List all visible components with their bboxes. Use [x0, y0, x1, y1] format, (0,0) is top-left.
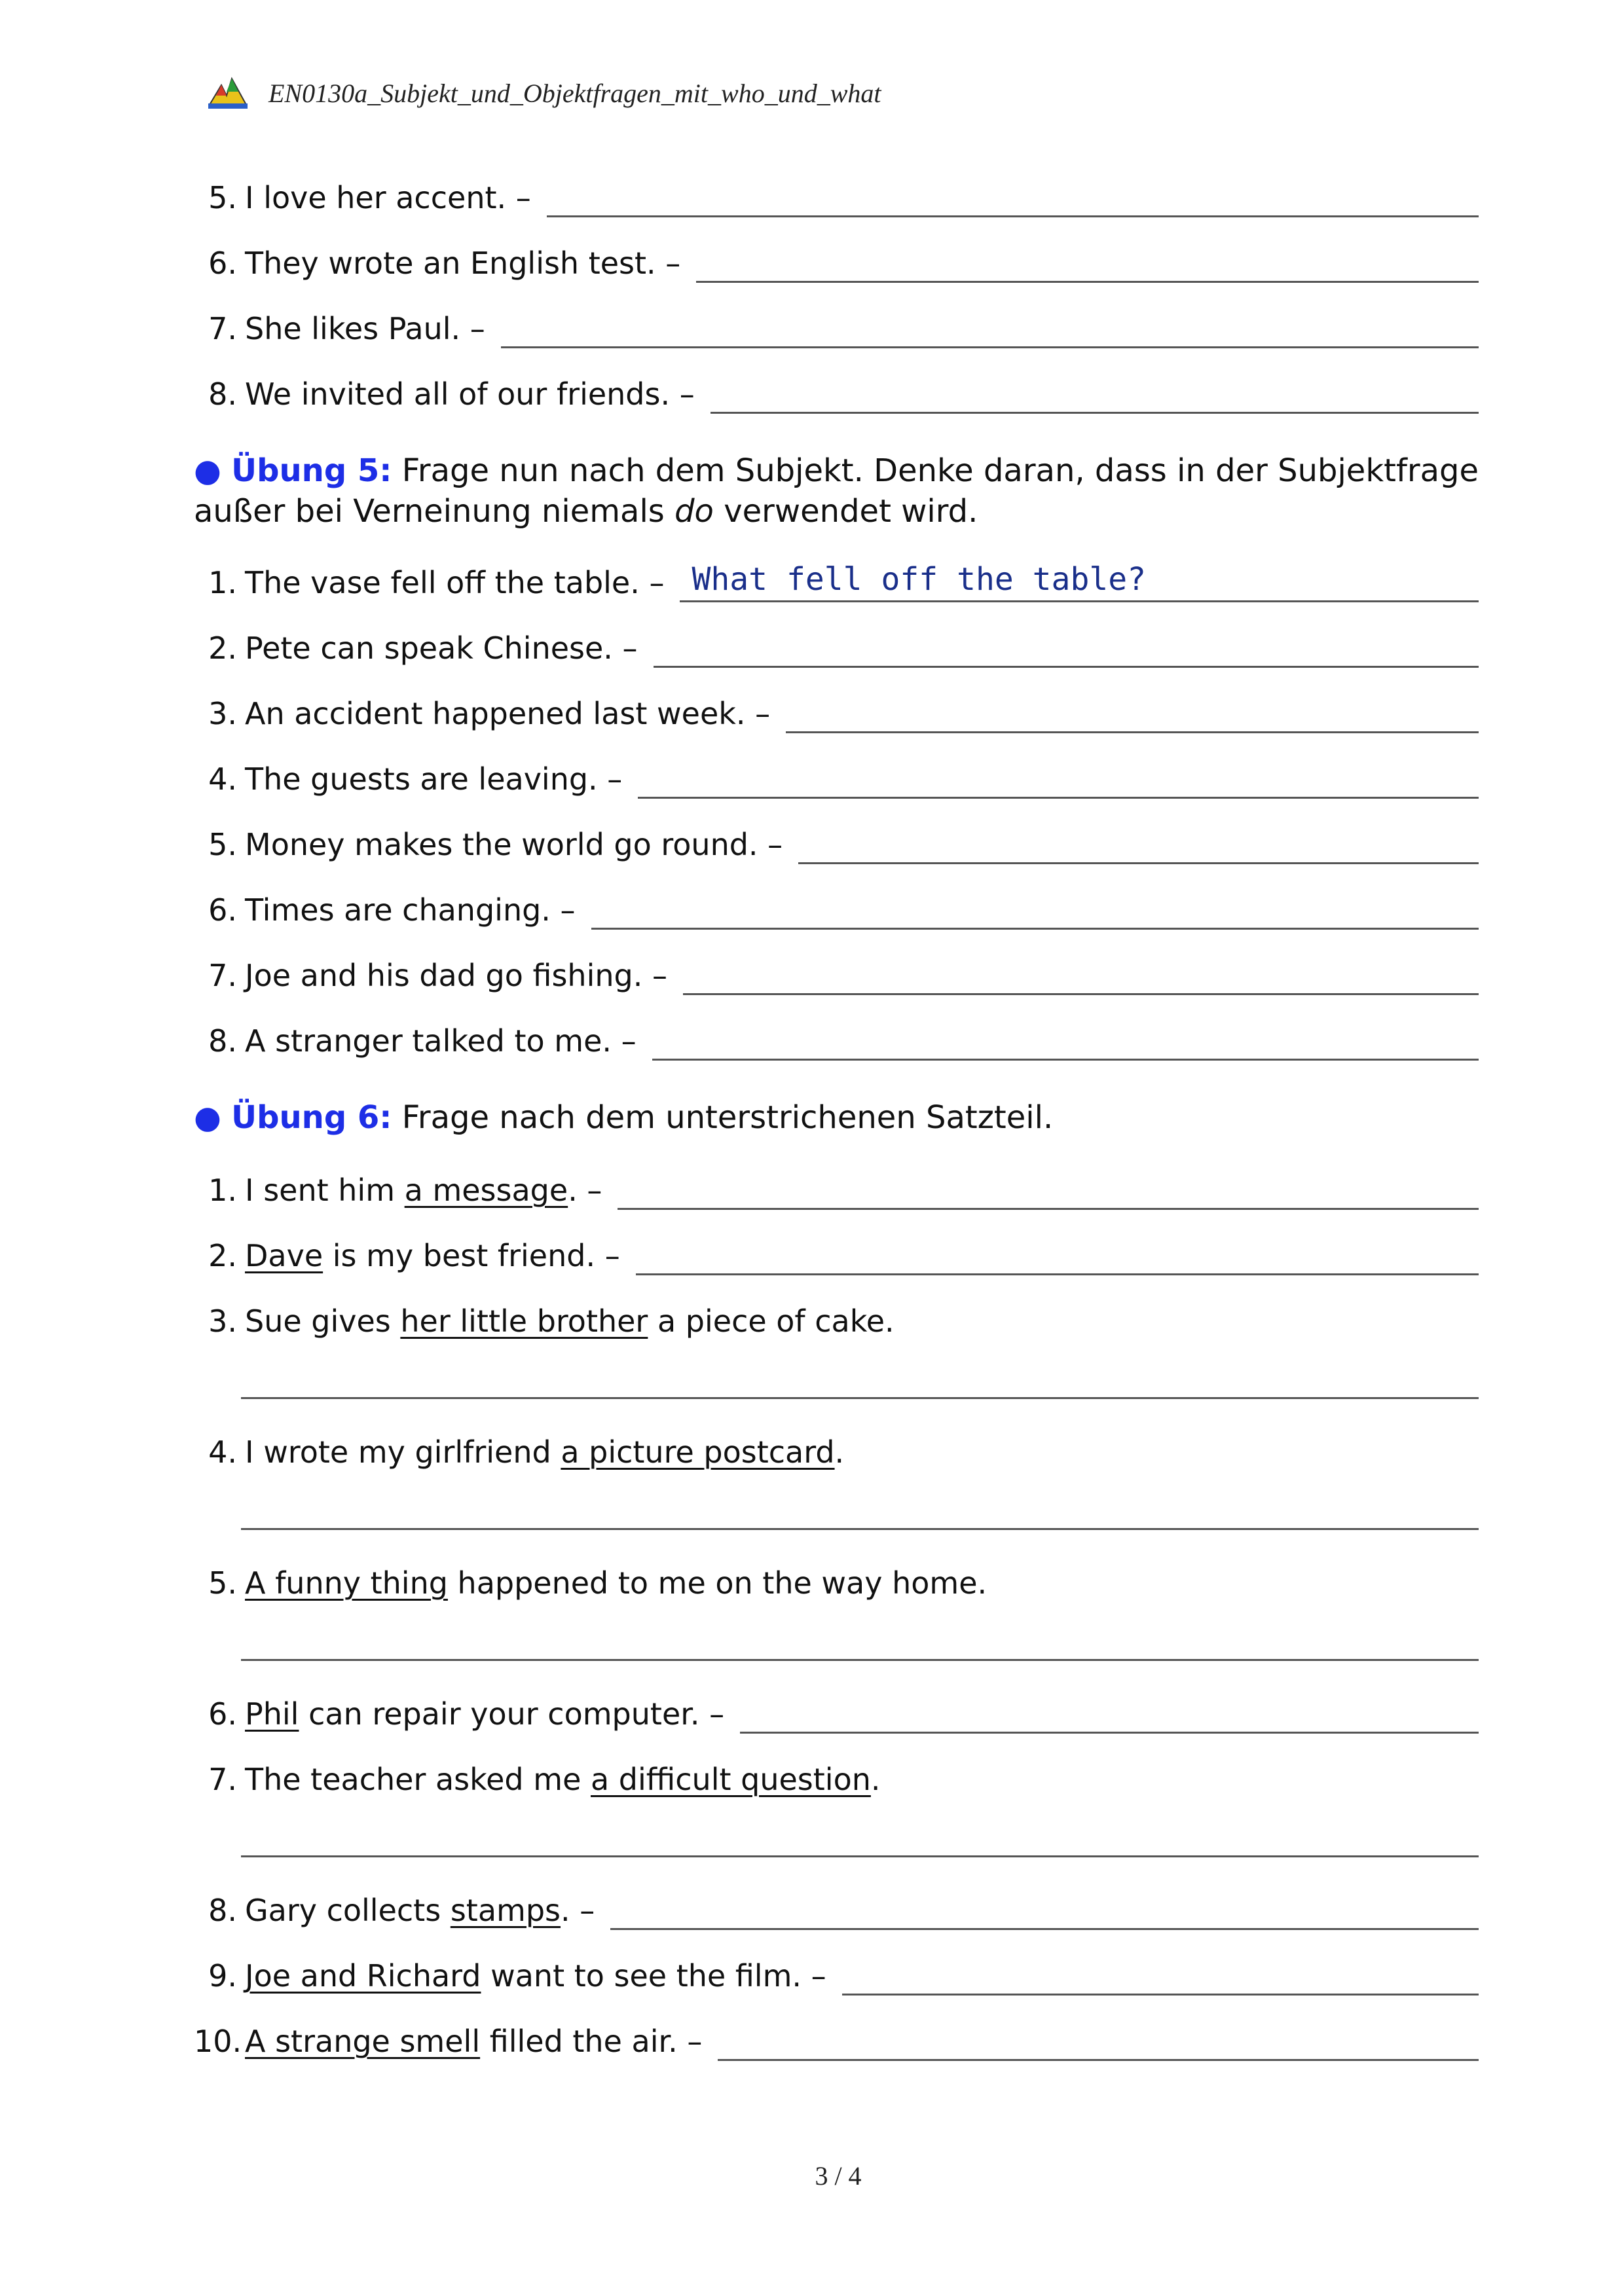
exercise-5-instruction [194, 450, 1479, 532]
list-item [194, 302, 1479, 348]
item-number: 4. [208, 761, 237, 797]
item-number: 7. [208, 1762, 237, 1797]
underlined-phrase: A funny thing [245, 1565, 448, 1601]
answer-line[interactable] [718, 2022, 1479, 2061]
list-item [194, 556, 1479, 602]
document-title: EN0130a_Subjekt_und_Objektfragen_mit_who_und_what [268, 78, 881, 108]
list-item [194, 949, 1479, 995]
item-text: A strange smell filled the air. – [245, 2024, 703, 2059]
item-number: 1. [208, 1173, 237, 1208]
answer-line[interactable] [680, 561, 1479, 602]
answer-line[interactable] [618, 1171, 1479, 1210]
list-item [194, 1688, 1479, 1734]
exercise-label: Übung 6: [231, 1099, 392, 1136]
answer-line[interactable] [710, 375, 1479, 414]
answer-line[interactable] [610, 1891, 1479, 1930]
item-number: 7. [208, 958, 237, 993]
list-item [194, 2015, 1479, 2061]
list-item [194, 753, 1479, 799]
item-number: 5. [208, 1565, 237, 1601]
bullet-icon: ● [194, 452, 221, 489]
item-text: We invited all of our friends. – [245, 376, 695, 412]
item-text: Dave is my best friend. – [245, 1238, 620, 1273]
item-text: Sue gives her little brother a piece of cake. [245, 1303, 895, 1339]
underlined-phrase: a picture postcard [561, 1434, 835, 1470]
list-item [194, 1164, 1479, 1210]
instruction-emphasis: do [674, 493, 714, 530]
item-text: An accident happened last week. – [245, 696, 771, 731]
exercise-6-instruction [194, 1097, 1479, 1138]
item-number: 5. [208, 827, 237, 862]
item-number: 6. [208, 1696, 237, 1732]
item-text: Pete can speak Chinese. – [245, 630, 638, 666]
underlined-phrase: Dave [245, 1238, 323, 1273]
answer-line[interactable] [591, 891, 1479, 930]
item-text: A funny thing happened to me on the way home. [245, 1565, 987, 1601]
answer-line[interactable] [740, 1695, 1479, 1734]
answer-line[interactable] [636, 1237, 1479, 1275]
item-number: 8. [208, 376, 237, 412]
list-item [194, 1884, 1479, 1930]
answer-line[interactable] [842, 1957, 1479, 1995]
answer-line[interactable] [798, 826, 1479, 864]
item-text: The teacher asked me a difficult question. [245, 1762, 881, 1797]
item-number: 5. [208, 180, 237, 215]
item-number: 7. [208, 311, 237, 346]
item-text: She likes Paul. – [245, 311, 485, 346]
answer-line[interactable] [241, 1528, 1479, 1530]
bullet-icon: ● [194, 1099, 221, 1136]
answer-line[interactable] [683, 957, 1479, 995]
item-text: Joe and his dad go fishing. – [245, 958, 667, 993]
list-item [194, 1753, 1479, 1799]
item-number: 6. [208, 246, 237, 281]
answer-line[interactable] [241, 1659, 1479, 1661]
answer-line[interactable] [786, 695, 1479, 733]
item-number: 8. [208, 1023, 237, 1059]
answer-line[interactable] [638, 760, 1479, 799]
instruction-text-end: verwendet wird. [724, 493, 978, 530]
item-number: 6. [208, 892, 237, 928]
item-number: 3. [208, 696, 237, 731]
list-item [194, 622, 1479, 668]
list-item [194, 1230, 1479, 1275]
item-number: 9. [208, 1958, 237, 1994]
list-item [194, 1015, 1479, 1061]
item-text: I wrote my girlfriend a picture postcard. [245, 1434, 845, 1470]
exercise-label: Übung 5: [231, 452, 392, 489]
answer-line[interactable] [547, 179, 1479, 217]
item-number: 8. [208, 1893, 237, 1928]
answer-line[interactable] [241, 1397, 1479, 1399]
item-text: I love her accent. – [245, 180, 531, 215]
underlined-phrase: her little brother [400, 1303, 648, 1339]
item-text: Joe and Richard want to see the film. – [245, 1958, 826, 1994]
list-item [194, 1557, 1479, 1603]
item-text: Times are changing. – [245, 892, 576, 928]
handwritten-answer: What fell off the table? [692, 561, 1147, 598]
item-text: The guests are leaving. – [245, 761, 623, 797]
underlined-phrase: stamps [450, 1893, 561, 1928]
list-item [194, 1426, 1479, 1472]
answer-line[interactable] [241, 1855, 1479, 1857]
item-number: 4. [208, 1434, 237, 1470]
item-number: 1. [208, 565, 237, 600]
item-number: 3. [208, 1303, 237, 1339]
instruction-text: Frage nun nach dem Subjekt. Denke daran, dass in der Subjektfrage außer bei Verneinung niemals [194, 452, 1479, 530]
underlined-phrase: Joe and Richard [245, 1958, 481, 1994]
underlined-phrase: a message [404, 1173, 568, 1208]
item-text: They wrote an English test. – [245, 246, 681, 281]
item-number: 10. [194, 2024, 242, 2059]
underlined-phrase: A strange smell [245, 2024, 481, 2059]
answer-line[interactable] [696, 244, 1479, 283]
instruction-text: Frage nach dem unterstrichenen Satzteil. [401, 1099, 1054, 1136]
underlined-phrase: Phil [245, 1696, 299, 1732]
item-text: The vase fell off the table. – [245, 565, 665, 600]
list-item [194, 172, 1479, 217]
list-item [194, 237, 1479, 283]
list-item [194, 818, 1479, 864]
list-item [194, 687, 1479, 733]
answer-line[interactable] [501, 310, 1479, 348]
list-item [194, 368, 1479, 414]
list-item [194, 1295, 1479, 1341]
item-text: Gary collects stamps. – [245, 1893, 595, 1928]
answer-line[interactable] [654, 629, 1479, 668]
underlined-phrase: a difficult question [591, 1762, 871, 1797]
list-item [194, 1950, 1479, 1995]
item-text: Money makes the world go round. – [245, 827, 783, 862]
answer-line[interactable] [652, 1022, 1479, 1061]
item-text: Phil can repair your computer. – [245, 1696, 725, 1732]
item-text: I sent him a message. – [245, 1173, 602, 1208]
item-text: A stranger talked to me. – [245, 1023, 637, 1059]
item-number: 2. [208, 1238, 237, 1273]
item-number: 2. [208, 630, 237, 666]
list-item [194, 884, 1479, 930]
page-number: 3 / 4 [815, 2161, 862, 2191]
